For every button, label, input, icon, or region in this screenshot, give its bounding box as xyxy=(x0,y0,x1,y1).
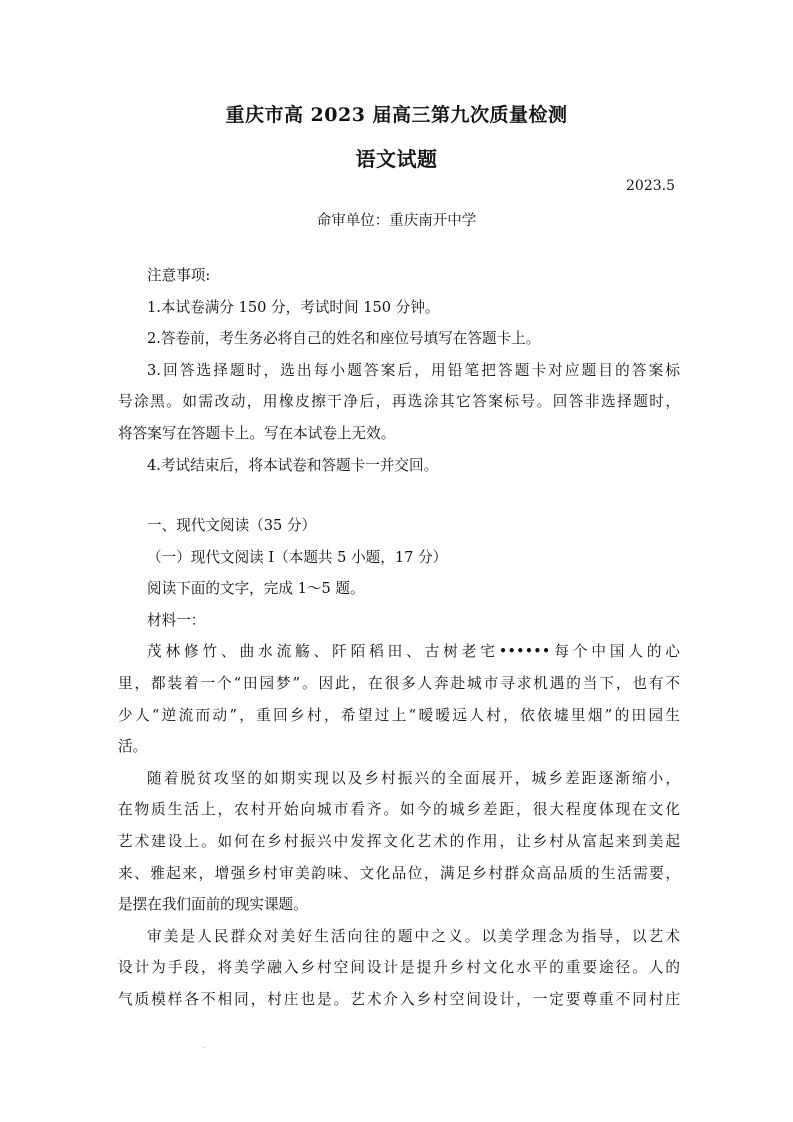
passage-line: 茂林修竹、曲水流觞、阡陌稻田、古树老宅••••••每个中国人的心 xyxy=(147,643,680,661)
passage-line: 活。 xyxy=(118,738,148,756)
passage-line: 在物质生活上，农村开始向城市看齐。如今的城乡差距，很大程度体现在文化 xyxy=(118,801,680,819)
passage-line: 少人“逆流而动”，重回乡村，希望过上“暧暧远人村，依依墟里烟”的田园生 xyxy=(118,706,680,724)
exam-unit: 命审单位：重庆南开中学 xyxy=(316,213,477,229)
passage-line: 气质模样各不相同，村庄也是。艺术介入乡村空间设计，一定要尊重不同村庄 xyxy=(118,990,680,1008)
notice-section xyxy=(118,260,680,481)
footer-mark: . xyxy=(203,1041,206,1050)
exam-date: 2023.5 xyxy=(626,178,675,194)
passage-line: 随着脱贫攻坚的如期实现以及乡村振兴的全面展开，城乡差距逐渐缩小， xyxy=(147,769,680,787)
passage-paragraph xyxy=(118,636,680,762)
passage-line: 里，都装着一个“田园梦”。因此，在很多人奔赴城市寻求机遇的当下，也有不 xyxy=(118,674,680,692)
exam-title: 重庆市高 2023 届高三第九次质量检测 xyxy=(225,104,568,126)
notice-item: 4.考试结束后，将本试卷和答题卡一并交回。 xyxy=(147,456,439,474)
notice-item: 3.回答选择题时，选出每小题答案后，用铅笔把答题卡对应题目的答案标 xyxy=(147,361,680,379)
passage-line: 审美是人民群众对美好生活向往的题中之义。以美学理念为指导，以艺术 xyxy=(147,927,680,945)
material-label: 材料一： xyxy=(147,611,206,629)
passage-paragraph xyxy=(118,763,680,921)
passage-line: 来、雅起来，增强乡村审美韵味、文化品位，满足乡村群众高品质的生活需要， xyxy=(118,864,680,882)
notice-item-continued: 将答案写在答题卡上。写在本试卷上无效。 xyxy=(118,424,396,442)
section-instruction: 阅读下面的文字，完成 1～5 题。 xyxy=(147,580,365,598)
section-heading: 一、现代文阅读（35 分） xyxy=(147,517,317,534)
passage-line: 设计为手段，将美学融入乡村空间设计是提升乡村文化水平的重要途径。人的 xyxy=(118,959,680,977)
notice-item: 1.本试卷满分 150 分，考试时间 150 分钟。 xyxy=(147,298,440,316)
exam-subject-title: 语文试题 xyxy=(355,147,438,171)
notice-item-continued: 号涂黑。如需改动，用橡皮擦干净后，再选涂其它答案标号。回答非选择题时， xyxy=(118,393,680,411)
notice-item: 2.答卷前，考生务必将自己的姓名和座位号填写在答题卡上。 xyxy=(147,330,541,348)
reading-section xyxy=(118,510,680,1016)
passage-paragraph xyxy=(118,921,680,1016)
passage-line: 艺术建设上。如何在乡村振兴中发挥文化艺术的作用，让乡村从富起来到美起 xyxy=(118,832,680,850)
section-sub-heading: （一）现代文阅读 I（本题共 5 小题，17 分） xyxy=(147,548,448,566)
passage-line: 是摆在我们面前的现实课题。 xyxy=(118,896,308,914)
notice-heading: 注意事项: xyxy=(147,267,211,284)
